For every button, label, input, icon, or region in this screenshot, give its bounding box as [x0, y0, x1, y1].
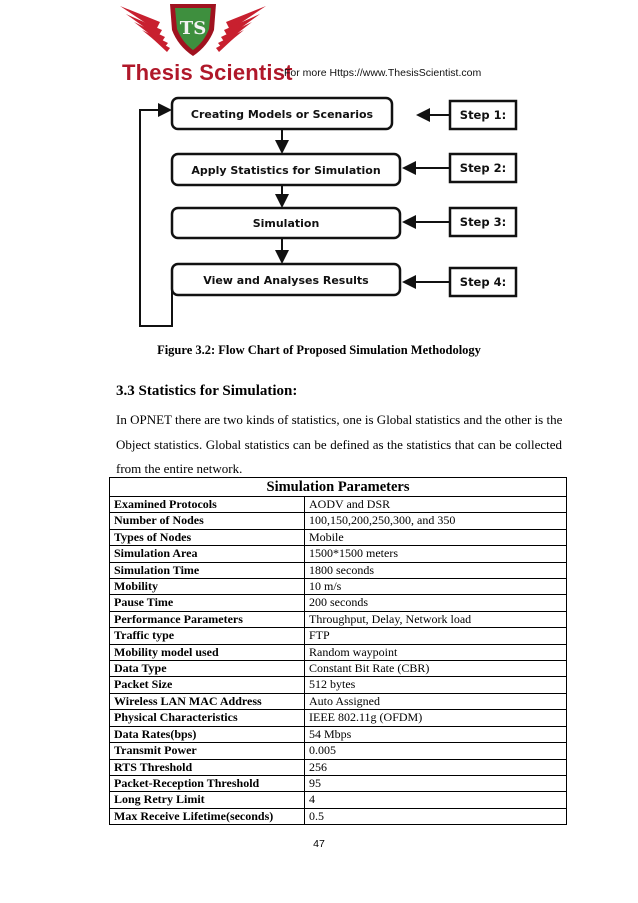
parameter-name: Max Receive Lifetime(seconds): [110, 808, 305, 824]
table-row: [110, 726, 567, 742]
parameter-value: 54 Mbps: [305, 726, 567, 742]
simulation-parameters-table: [109, 477, 567, 825]
parameter-value: Throughput, Delay, Network load: [305, 611, 567, 627]
parameter-name: Mobility model used: [110, 644, 305, 660]
table-row: [110, 546, 567, 562]
step-2-label: Step 2:: [459, 161, 507, 175]
table-title: Simulation Parameters: [110, 478, 567, 497]
table-row: [110, 562, 567, 578]
paragraph-line: Object statistics. Global statistics can be defined as the statistics that can be collected: [116, 436, 562, 452]
table-row: [110, 710, 567, 726]
parameter-name: Data Type: [110, 661, 305, 677]
table-row: [110, 693, 567, 709]
parameter-name: Performance Parameters: [110, 611, 305, 627]
flow-box-1-label: Creating Models or Scenarios: [190, 108, 374, 121]
parameter-name: Simulation Time: [110, 562, 305, 578]
table-row: [110, 595, 567, 611]
parameter-value: AODV and DSR: [305, 497, 567, 513]
parameter-name: Wireless LAN MAC Address: [110, 693, 305, 709]
logo-monogram: TS: [179, 18, 207, 39]
step-box-1: [450, 101, 516, 129]
parameter-name: Types of Nodes: [110, 529, 305, 545]
parameter-name: Transmit Power: [110, 743, 305, 759]
section-paragraph: [116, 408, 562, 482]
parameter-value: 256: [305, 759, 567, 775]
parameter-name: Data Rates(bps): [110, 726, 305, 742]
flow-box-3: [172, 208, 400, 238]
flow-box-1: [172, 98, 392, 129]
table-row: [110, 743, 567, 759]
step-3-label: Step 3:: [459, 215, 507, 229]
parameter-value: 95: [305, 775, 567, 791]
parameter-value: Constant Bit Rate (CBR): [305, 661, 567, 677]
paragraph-line: In OPNET there are two kinds of statistics, one is Global statistics and the other is the: [116, 412, 563, 427]
step-4-label: Step 4:: [459, 275, 507, 289]
parameter-value: FTP: [305, 628, 567, 644]
parameter-value: 0.005: [305, 743, 567, 759]
flow-box-2-label: Apply Statistics for Simulation: [191, 164, 381, 177]
page-number: 47: [313, 838, 325, 850]
table-row: [110, 579, 567, 595]
table-row: [110, 628, 567, 644]
parameter-value: 1500*1500 meters: [305, 546, 567, 562]
table-row: [110, 775, 567, 791]
header-link[interactable]: For more Https://www.ThesisScientist.com: [284, 67, 482, 79]
table-row: [110, 513, 567, 529]
table-row: [110, 529, 567, 545]
parameter-value: 10 m/s: [305, 579, 567, 595]
table-row: [110, 759, 567, 775]
logo-wordmark: Thesis Scientist: [122, 60, 293, 85]
parameter-value: 0.5: [305, 808, 567, 824]
parameter-name: Packet Size: [110, 677, 305, 693]
parameter-name: Traffic type: [110, 628, 305, 644]
parameter-value: 100,150,200,250,300, and 350: [305, 513, 567, 529]
methodology-flowchart: [132, 96, 522, 336]
parameter-name: RTS Threshold: [110, 759, 305, 775]
step-1-label: Step 1:: [459, 108, 507, 122]
table-row: [110, 661, 567, 677]
parameter-name: Physical Characteristics: [110, 710, 305, 726]
table-row: [110, 808, 567, 824]
parameter-value: IEEE 802.11g (OFDM): [305, 710, 567, 726]
parameter-name: Mobility: [110, 579, 305, 595]
parameter-name: Number of Nodes: [110, 513, 305, 529]
step-box-2: [450, 154, 516, 182]
parameter-name: Long Retry Limit: [110, 792, 305, 808]
parameter-name: Packet-Reception Threshold: [110, 775, 305, 791]
flow-box-2: [172, 154, 400, 185]
parameter-value: 200 seconds: [305, 595, 567, 611]
parameter-value: Random waypoint: [305, 644, 567, 660]
step-box-3: [450, 208, 516, 236]
paragraph-line: from the entire network.: [116, 461, 243, 476]
table-row: [110, 611, 567, 627]
figure-caption: Figure 3.2: Flow Chart of Proposed Simulation Methodology: [157, 343, 481, 357]
parameter-name: Examined Protocols: [110, 497, 305, 513]
parameter-name: Simulation Area: [110, 546, 305, 562]
table-row: [110, 792, 567, 808]
parameter-value: 4: [305, 792, 567, 808]
flow-box-4-label: View and Analyses Results: [203, 274, 369, 287]
parameter-value: Mobile: [305, 529, 567, 545]
parameter-value: 512 bytes: [305, 677, 567, 693]
table-row: [110, 677, 567, 693]
table-row: [110, 497, 567, 513]
parameter-name: Pause Time: [110, 595, 305, 611]
section-heading: 3.3 Statistics for Simulation:: [116, 383, 298, 399]
parameter-value: 1800 seconds: [305, 562, 567, 578]
step-box-4: [450, 268, 516, 296]
table-row: [110, 644, 567, 660]
flow-box-3-label: Simulation: [252, 217, 320, 230]
flow-box-4: [172, 264, 400, 295]
parameter-value: Auto Assigned: [305, 693, 567, 709]
feedback-loop-line: [140, 110, 172, 326]
